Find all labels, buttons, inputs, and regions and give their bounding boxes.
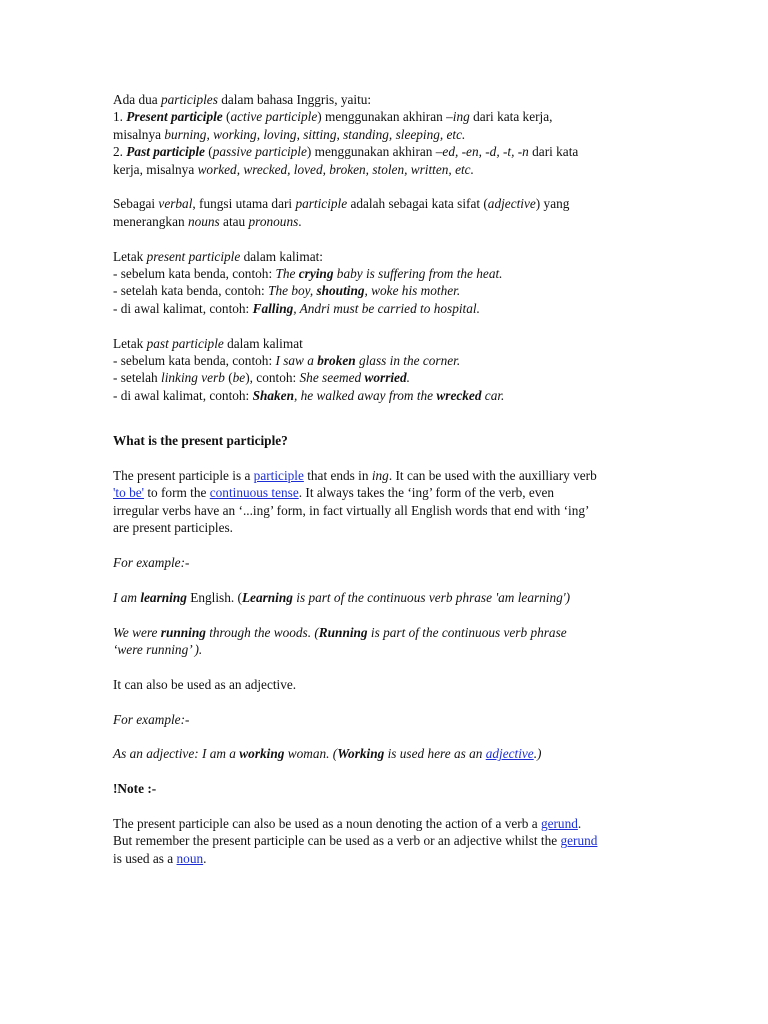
verbal-paragraph	[113, 195, 768, 230]
present-participle-position	[113, 248, 768, 318]
text-line: Ada dua participles dalam bahasa Inggris, yaitu:	[113, 92, 372, 107]
gerund-link[interactable]: gerund	[540, 816, 578, 832]
text-line: are present participles.	[113, 520, 233, 536]
continuous-tense-link[interactable]: continuous tense	[209, 485, 299, 501]
text-line: 2. Past participle (passive participle) menggunakan akhiran –ed, -en, -d, -t, -n dari kata	[113, 144, 579, 160]
text-line: - di awal kalimat, contoh: Shaken, he walked away from the wrecked car.	[113, 387, 505, 403]
text-line: kerja, misalnya worked, wrecked, loved, broken, stolen, written, etc.	[113, 161, 474, 177]
gerund-paragraph	[113, 815, 768, 867]
for-example-label: For example:-	[113, 711, 190, 727]
text-line: - setelah linking verb (be), contoh: She seemed worried.	[113, 370, 410, 386]
text-line: menerangkan nouns atau pronouns.	[113, 213, 302, 229]
text-line: 'to be' to form the continuous tense. It always takes the ‘ing’ form of the verb, even	[113, 485, 555, 501]
example-learning: I am learning English. (Learning is part of the continuous verb phrase 'am learning')	[113, 589, 571, 605]
example-adjective: As an adjective: I am a working woman. (Working is used here as an adjective.)	[113, 746, 542, 762]
definition-paragraph	[113, 467, 768, 537]
text-line: But remember the present participle can be used as a verb or an adjective whilst the gerund	[113, 833, 598, 849]
text-line: The present participle can also be used as a noun denoting the action of a verb a gerund.	[113, 816, 582, 832]
gerund-link[interactable]: gerund	[560, 833, 598, 849]
adjective-link[interactable]: adjective	[485, 746, 534, 762]
text-line: Letak present participle dalam kalimat:	[113, 248, 323, 264]
text-line: Letak past participle dalam kalimat	[113, 335, 303, 351]
text-line: ‘were running’ ).	[113, 642, 203, 658]
text-line: is used as a noun.	[113, 850, 207, 866]
participle-link[interactable]: participle	[253, 468, 304, 484]
text-line: misalnya burning, working, loving, sitting, standing, sleeping, etc.	[113, 126, 466, 142]
text-line: - setelah kata benda, contoh: The boy, shouting, woke his mother.	[113, 283, 461, 299]
text-line: - sebelum kata benda, contoh: I saw a broken glass in the corner.	[113, 353, 461, 369]
text-line: Sebagai verbal, fungsi utama dari participle adalah sebagai kata sifat (adjective) yang	[113, 196, 570, 212]
text-line: The present participle is a participle that ends in ing. It can be used with the auxilliary verb	[113, 468, 597, 484]
text-line: 1. Present participle (active participle) menggunakan akhiran –ing dari kata kerja,	[113, 109, 553, 125]
text-line: We were running through the woods. (Running is part of the continuous verb phrase	[113, 624, 567, 640]
noun-link[interactable]: noun	[176, 850, 204, 866]
note-heading: !Note :-	[113, 781, 157, 797]
text-line: - di awal kalimat, contoh: Falling, Andri must be carried to hospital.	[113, 300, 480, 316]
intro-paragraph	[113, 91, 768, 178]
to-be-link[interactable]: 'to be'	[113, 485, 145, 501]
section-heading: What is the present participle?	[113, 433, 288, 449]
for-example-label: For example:-	[113, 555, 190, 571]
text-line: - sebelum kata benda, contoh: The crying baby is suffering from the heat.	[113, 266, 503, 282]
adjective-line: It can also be used as an adjective.	[113, 676, 297, 692]
text-line: irregular verbs have an ‘...ing’ form, in fact virtually all English words that end with ‘ing’	[113, 502, 590, 518]
example-running	[113, 624, 768, 659]
past-participle-position	[113, 335, 768, 405]
